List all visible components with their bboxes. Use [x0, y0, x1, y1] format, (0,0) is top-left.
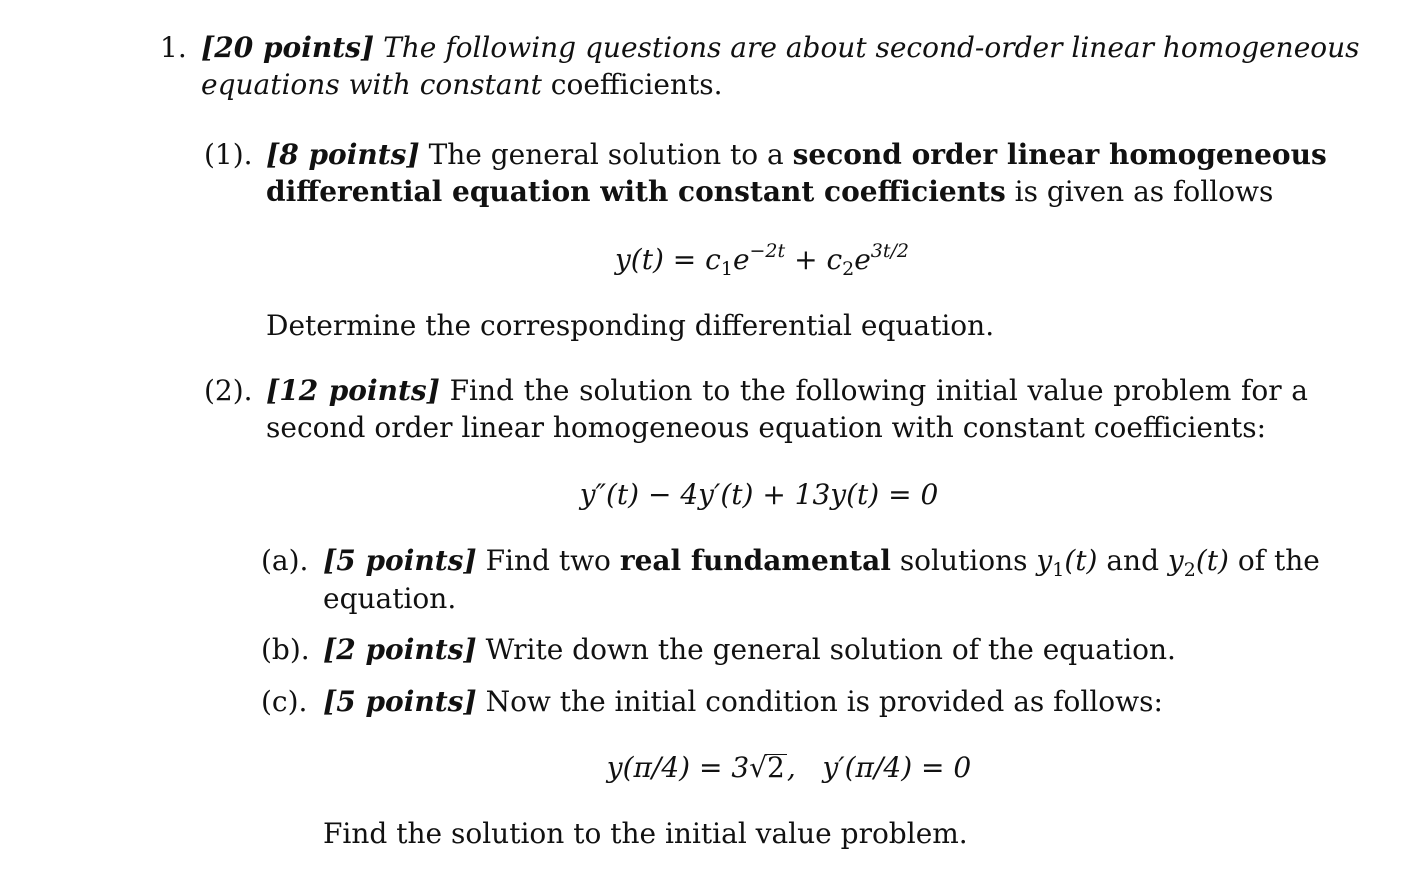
part1-line1 — [266, 138, 1327, 172]
part2c-line — [323, 685, 1163, 719]
part2a-line1 — [323, 544, 1320, 581]
part2c-eq-left: y(π/4) = 3 — [606, 751, 750, 784]
part1-eq-c1: c — [705, 243, 721, 276]
part1-line2 — [266, 175, 1273, 209]
part2-line1-text: Find the solution to the following initial value problem for a — [449, 374, 1308, 407]
part2c-text: Now the initial condition is provided as follows: — [485, 685, 1163, 718]
part1-eq-c2: c — [826, 243, 843, 276]
part1-instruction: Determine the corresponding differential equation. — [266, 309, 995, 342]
part2c-equation — [86, 751, 1406, 785]
part2a-points: [5 points] — [323, 544, 477, 577]
part2a-pre: Find two — [485, 544, 611, 577]
part2c-eq-right: , y′(π/4) = 0 — [786, 751, 972, 784]
part2b-text: Write down the general solution of the equation. — [485, 633, 1176, 666]
problem-intro-line2 — [201, 68, 723, 102]
part1-eq-c1-sub: 1 — [720, 258, 733, 280]
part2-equation: y″(t) − 4y′(t) + 13y(t) = 0 — [579, 478, 939, 511]
part1-line2-rest: is given as follows — [1014, 175, 1274, 208]
problem-intro-italic: equations with constant — [201, 68, 542, 101]
part2b-points: [2 points] — [323, 633, 477, 666]
problem-intro-line1 — [201, 31, 1360, 65]
problem-intro-rest: coefficients. — [550, 68, 723, 101]
part2-line1 — [266, 374, 1308, 408]
part1-eq-exp1: −2t — [749, 240, 786, 262]
part2a-mid: solutions — [899, 544, 1028, 577]
part1-label: (1). — [204, 138, 253, 171]
part2a-y2-var: y — [1167, 544, 1184, 577]
part1-points: [8 points] — [266, 138, 420, 171]
part2c-label: (c). — [261, 685, 308, 718]
part2c-instruction: Find the solution to the initial value problem. — [323, 817, 968, 850]
part2a-label: (a). — [261, 544, 309, 577]
part1-line2-bold: differential equation with constant coefficients — [266, 175, 1006, 208]
part1-eq-lhs: y(t) = — [614, 243, 706, 276]
part2-label: (2). — [204, 374, 253, 407]
sqrt-argument: 2 — [767, 751, 785, 784]
part2a-y2 — [1167, 544, 1229, 581]
part1-eq-c2-sub: 2 — [842, 258, 855, 280]
part1-equation — [59, 240, 1406, 280]
part2a-bold: real fundamental — [619, 544, 891, 577]
part2b-line — [323, 633, 1176, 667]
problem-intro-text: The following questions are about second-order linear homogeneous — [383, 31, 1360, 64]
part2a-y1 — [1036, 544, 1098, 581]
part2a-line2: equation. — [323, 582, 457, 615]
part1-eq-exp2: 3t/2 — [870, 240, 910, 262]
part1-eq-e1: e — [732, 243, 750, 276]
part1-line1-pre: The general solution to a — [428, 138, 784, 171]
part1-eq-e2: e — [854, 243, 871, 276]
part2a-y1-var: y — [1036, 544, 1053, 577]
problem-points: [20 points] — [201, 31, 375, 64]
part2a-y1-sub: 1 — [1052, 559, 1065, 581]
problem-number: 1. — [160, 31, 187, 64]
part2a-and: and — [1106, 544, 1159, 577]
part2a-y1-arg: (t) — [1064, 544, 1098, 577]
part2a-post: of the — [1237, 544, 1320, 577]
part2a-y2-sub: 2 — [1183, 559, 1196, 581]
sqrt-sign: √ — [749, 751, 768, 784]
part1-eq-plus: + — [785, 243, 827, 276]
part2-points: [12 points] — [266, 374, 440, 407]
part1-line1-bold: second order linear homogeneous — [792, 138, 1327, 171]
part2-line2: second order linear homogeneous equation with constant coefficients: — [266, 411, 1267, 444]
part2b-label: (b). — [261, 633, 310, 666]
part2c-points: [5 points] — [323, 685, 477, 718]
part2a-y2-arg: (t) — [1195, 544, 1229, 577]
